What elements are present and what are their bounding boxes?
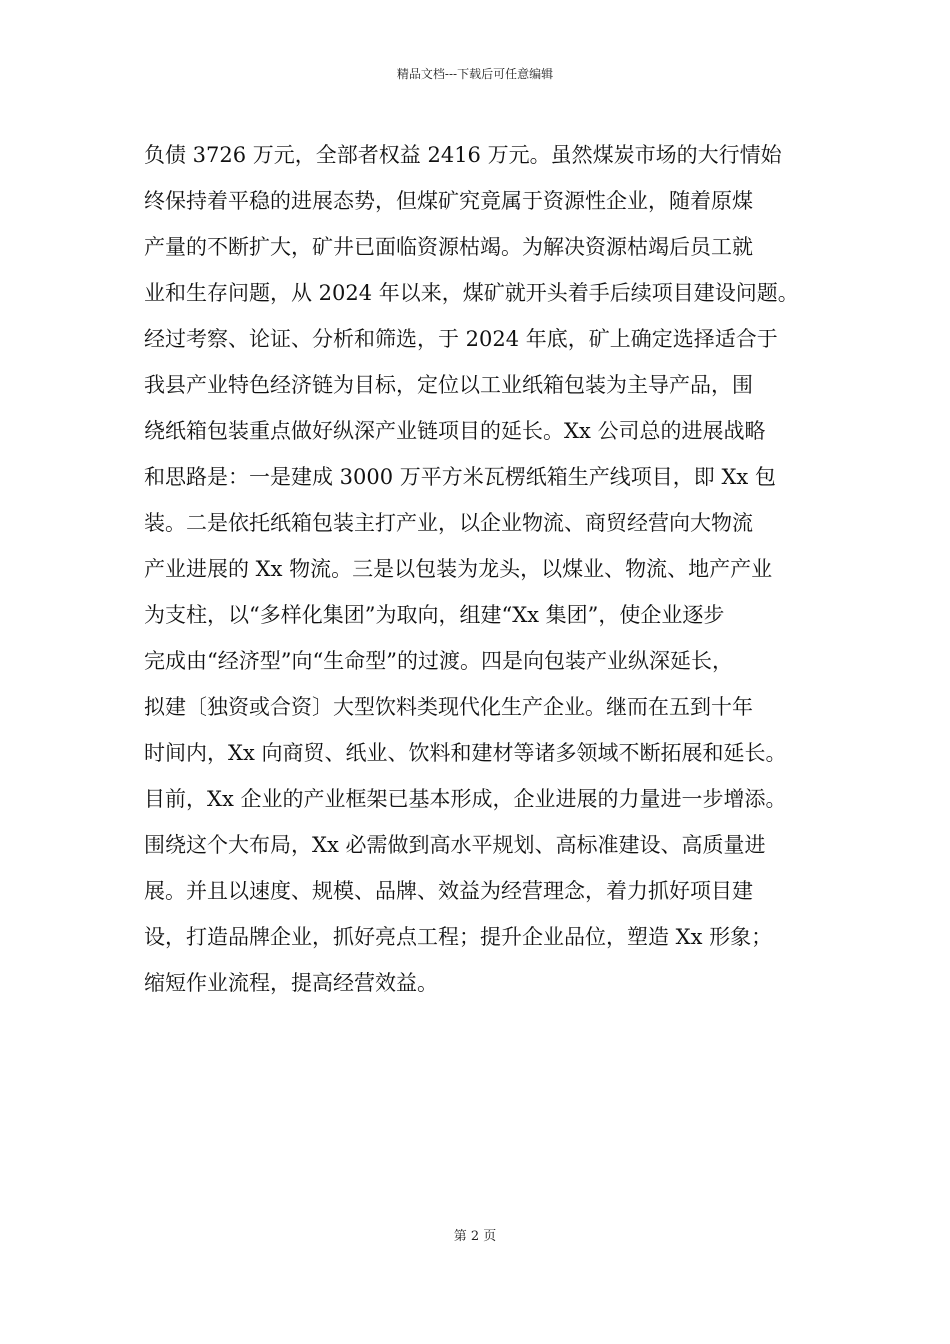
text-line: 设，打造品牌企业，抓好亮点工程；提升企业品位，塑造 Xx 形象； [144, 925, 773, 949]
text-line: 拟建〔独资或合资〕大型饮料类现代化生产企业。继而在五到十年 [144, 695, 753, 719]
text-line: 围绕这个大布局，Xx 必需做到高水平规划、高标准建设、高质量进 [144, 833, 766, 857]
page-header: 精品文档---下载后可任意编辑 [396, 67, 554, 81]
text-line: 展。并且以速度、规模、品牌、效益为经营理念，着力抓好项目建 [144, 879, 753, 903]
text-line: 时间内，Xx 向商贸、纸业、饮料和建材等诸多领域不断拓展和延长。 [144, 741, 787, 765]
text-line: 业和生存问题，从 2024 年以来，煤矿就开头着手后续项目建设问题。 [144, 281, 799, 305]
text-line: 负债 3726 万元，全部者权益 2416 万元。虽然煤炭市场的大行情始 [144, 143, 782, 167]
text-line: 终保持着平稳的进展态势，但煤矿究竟属于资源性企业，随着原煤 [144, 189, 753, 213]
text-line: 装。二是依托纸箱包装主打产业，以企业物流、商贸经营向大物流 [144, 511, 753, 535]
text-line: 缩短作业流程，提高经营效益。 [144, 971, 438, 995]
text-line: 产量的不断扩大，矿井已面临资源枯竭。为解决资源枯竭后员工就 [144, 235, 753, 259]
text-line: 完成由“经济型”向“生命型”的过渡。四是向包装产业纵深延长， [144, 649, 733, 673]
text-line: 和思路是：一是建成 3000 万平方米瓦楞纸箱生产线项目，即 Xx 包 [144, 465, 776, 489]
page-number: 第 2 页 [453, 1229, 497, 1244]
text-line: 绕纸箱包装重点做好纵深产业链项目的延长。Xx 公司总的进展战略 [144, 419, 766, 443]
document-body [144, 132, 812, 1006]
text-line: 我县产业特色经济链为目标，定位以工业纸箱包装为主导产品，围 [144, 373, 753, 397]
text-line: 经过考察、论证、分析和筛选，于 2024 年底，矿上确定选择适合于 [144, 327, 778, 351]
text-line: 为支柱，以“多样化集团”为取向，组建“Xx 集团”，使企业逐步 [144, 603, 725, 627]
text-line: 目前，Xx 企业的产业框架已基本形成，企业进展的力量进一步增添。 [144, 787, 787, 811]
text-line: 产业进展的 Xx 物流。三是以包装为龙头，以煤业、物流、地产产业 [144, 557, 773, 581]
